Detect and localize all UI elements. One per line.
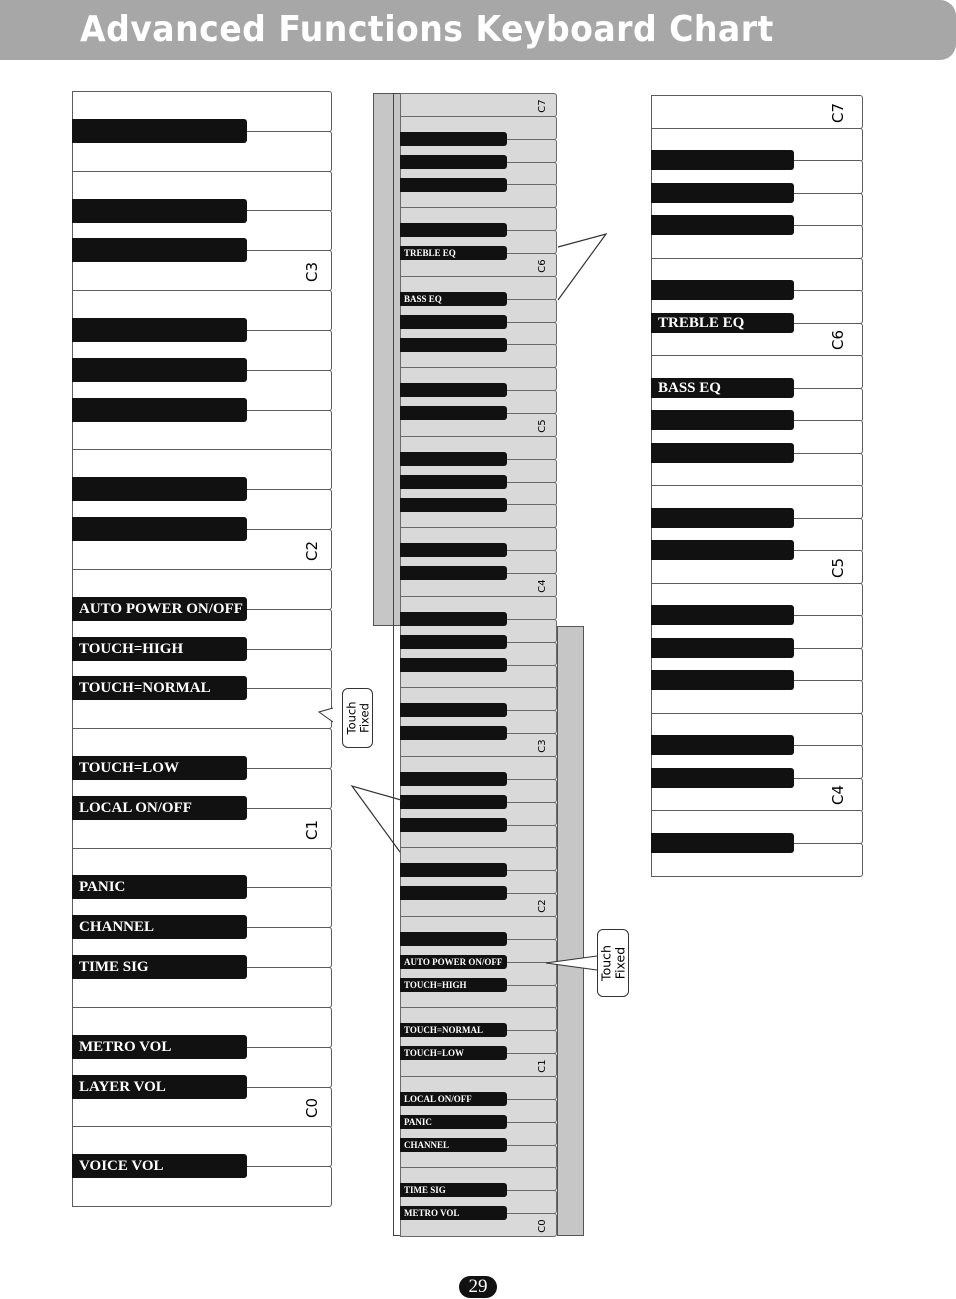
function-label: AUTO POWER ON/OFF	[79, 600, 243, 617]
function-label: CHANNEL	[404, 1140, 450, 1150]
touch-fixed-callout-right	[597, 929, 629, 997]
function-label: BASS EQ	[404, 294, 442, 304]
function-label: TIME SIG	[404, 1185, 446, 1195]
function-label: LOCAL ON/OFF	[404, 1094, 472, 1104]
octave-note-label: C6	[829, 330, 847, 351]
octave-note-label: C5	[536, 418, 548, 433]
octave-note-label: C6	[536, 258, 548, 273]
function-label: TOUCH=HIGH	[404, 980, 467, 990]
function-label: TOUCH=LOW	[79, 759, 179, 776]
function-label: TREBLE EQ	[658, 314, 745, 331]
function-label: CHANNEL	[79, 918, 155, 935]
function-label: PANIC	[79, 878, 126, 895]
connector-touch-left	[319, 708, 333, 722]
function-label: BASS EQ	[658, 379, 721, 396]
connector-right-zoom	[558, 234, 606, 300]
octave-note-label: C3	[303, 262, 321, 283]
octave-note-label: C0	[303, 1098, 321, 1119]
page-title: Advanced Functions Keyboard Chart	[80, 9, 774, 50]
fixed-label: Fixed	[612, 946, 627, 980]
octave-note-label: C1	[536, 1059, 548, 1073]
function-label: LAYER VOL	[79, 1078, 166, 1095]
octave-note-label: C0	[536, 1219, 548, 1233]
page-number: 29	[459, 1276, 497, 1298]
touch-label: Touch	[343, 701, 358, 735]
connector-left-zoom	[352, 786, 401, 852]
function-label: TOUCH=NORMAL	[404, 1025, 483, 1035]
octave-note-label: C5	[829, 557, 847, 578]
touch-fixed-text-right	[599, 945, 627, 981]
connector-touch-right	[546, 956, 597, 970]
touch-fixed-callout-left	[342, 688, 373, 748]
function-label: METRO VOL	[404, 1208, 460, 1218]
function-label: TREBLE EQ	[404, 248, 456, 258]
function-label: METRO VOL	[79, 1038, 172, 1055]
function-label: VOICE VOL	[79, 1157, 164, 1174]
octave-note-label: C4	[829, 785, 847, 806]
octave-note-label: C3	[536, 738, 548, 753]
function-label: AUTO POWER ON/OFF	[404, 957, 503, 967]
function-label: TIME SIG	[79, 958, 149, 975]
touch-label: Touch	[598, 945, 614, 981]
function-label: TOUCH=LOW	[404, 1048, 464, 1058]
function-label: TOUCH=NORMAL	[79, 679, 211, 696]
function-label: LOCAL ON/OFF	[79, 799, 192, 816]
octave-note-label: C2	[303, 540, 321, 561]
function-label: TOUCH=HIGH	[79, 640, 184, 657]
octave-note-label: C4	[536, 578, 548, 593]
octave-note-label: C2	[536, 899, 548, 913]
octave-note-label: C7	[829, 102, 847, 123]
touch-fixed-text-left	[345, 701, 370, 734]
function-label: PANIC	[404, 1117, 432, 1127]
octave-note-label: C1	[303, 819, 321, 840]
octave-note-label: C7	[536, 98, 548, 113]
fixed-label: Fixed	[356, 703, 371, 733]
